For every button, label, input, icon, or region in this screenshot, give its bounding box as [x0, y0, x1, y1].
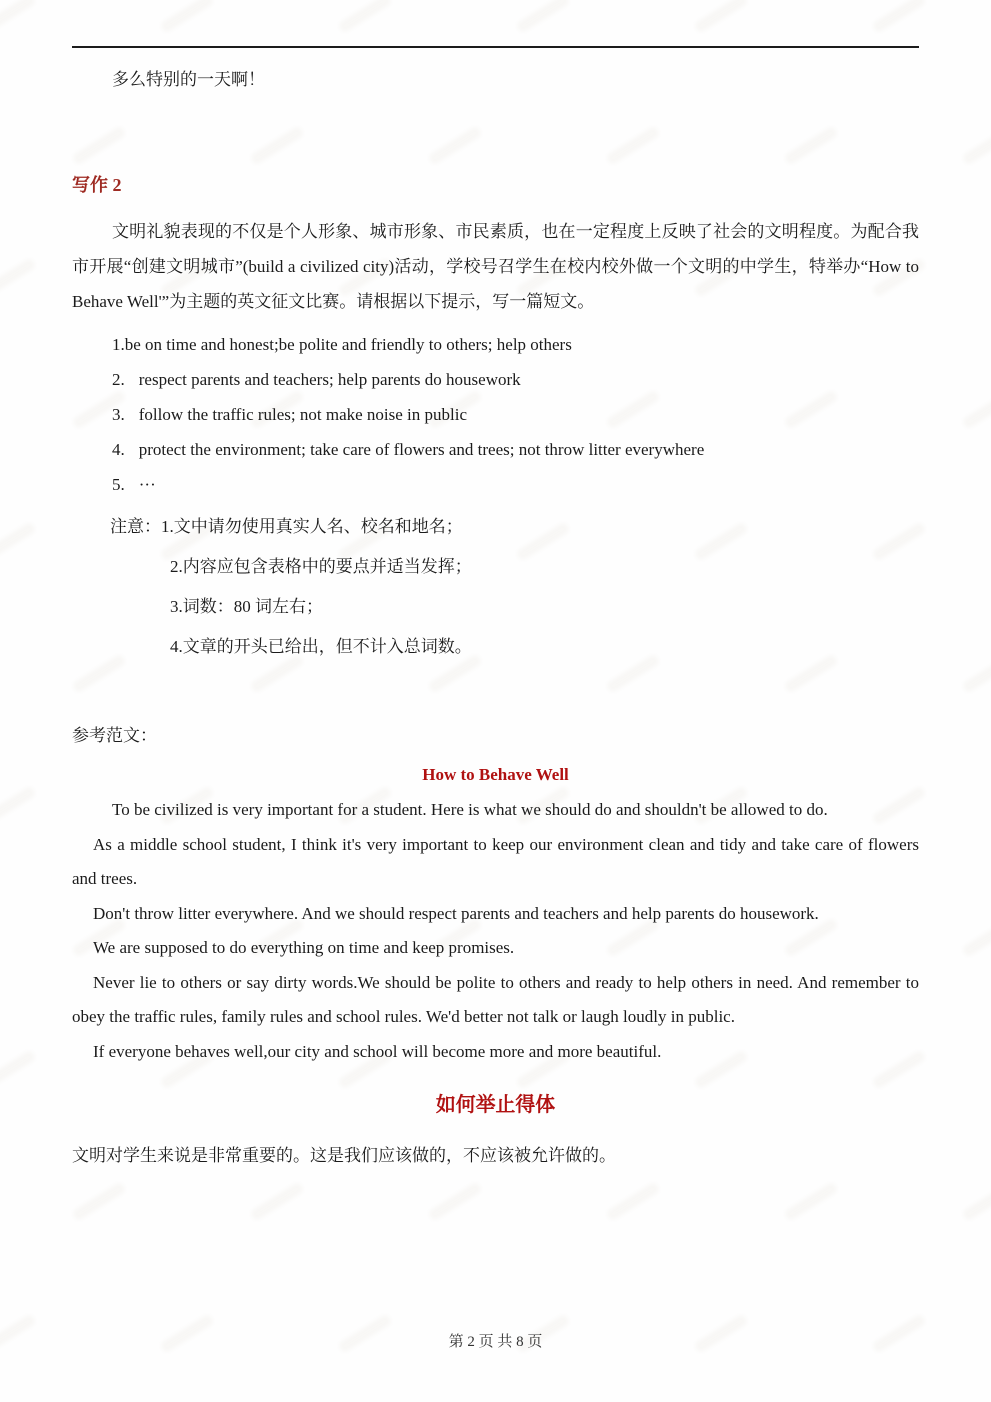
essay-title: How to Behave Well [422, 765, 569, 784]
essay-paragraph: Don't throw litter everywhere. And we should respect parents and teachers and help parents do housework. [93, 903, 819, 923]
header-rule [72, 46, 919, 48]
watermark-mark [961, 1181, 991, 1221]
point-number: 5. [112, 475, 125, 494]
model-essay-label: 参考范文： [72, 726, 157, 745]
point-text: follow the traffic rules; not make noise in public [138, 405, 468, 424]
point-text: be on time and honest;be polite and friendly to others; help others [124, 335, 572, 354]
point-number: 3. [112, 405, 125, 424]
page-content [0, 46, 991, 1173]
essay-paragraph: As a middle school student, I think it's very important to keep our environment clean and tidy and take care of flowers and trees. [72, 834, 919, 888]
notes-block [72, 507, 919, 667]
watermark-mark [605, 1181, 660, 1221]
watermark-mark [693, 0, 748, 34]
watermark-mark [427, 1181, 482, 1221]
point-text: respect parents and teachers; help parents do housework [138, 370, 521, 389]
note-line: 4.文章的开头已给出，但不计入总词数。 [170, 637, 472, 656]
note-line [72, 507, 919, 547]
note-line: 3.词数：80 词左右； [170, 597, 323, 616]
watermark-mark [71, 1181, 126, 1221]
essay-paragraph: We are supposed to do everything on time and keep promises. [93, 938, 515, 957]
task-intro-paragraph: 文明礼貌表现的不仅是个人形象、城市形象、市民素质，也在一定程度上反映了社会的文明程度。为配合我市开展“创建文明城市”(build a civilized city)活动，学校号召学生在校内校外做一个文明的中学生，特举办“How to Behave Well'”为主题的英文征文比赛。请根据以下提示，写一篇短文。 [72, 222, 919, 311]
point-text: ··· [138, 475, 156, 494]
list-item [112, 432, 919, 467]
previous-paragraph-tail: 多么特别的一天啊！ [112, 70, 265, 89]
essay-paragraph: Never lie to others or say dirty words.We should be polite to others and ready to help others in need. And remember to obey the traffic rules, family rules and school rules. We'd better not talk or laugh loudly in public. [72, 972, 919, 1026]
task-points-list [72, 327, 919, 502]
watermark-mark [871, 0, 926, 34]
essay-paragraph: To be civilized is very important for a student. Here is what we should do and shouldn't be allowed to do. [112, 800, 828, 819]
list-item [112, 397, 919, 432]
list-item [112, 467, 919, 502]
watermark-mark [249, 1181, 304, 1221]
list-item [112, 327, 919, 362]
point-number: 4. [112, 440, 125, 459]
list-item [112, 362, 919, 397]
section-heading-writing-2: 写作 2 [72, 175, 122, 195]
translation-opening-line: 文明对学生来说是非常重要的。这是我们应该做的，不应该被允许做的。 [72, 1146, 616, 1165]
watermark-mark [337, 0, 392, 34]
point-number: 1. [112, 335, 125, 354]
point-number: 2. [112, 370, 125, 389]
watermark-mark [0, 0, 37, 34]
page-number-footer: 第 2 页 共 8 页 [448, 1334, 543, 1350]
translation-title: 如何举止得体 [435, 1094, 556, 1116]
note-text: 1.文中请勿使用真实人名、校名和地名； [161, 517, 463, 536]
watermark-mark [783, 1181, 838, 1221]
note-line: 2.内容应包含表格中的要点并适当发挥； [170, 557, 472, 576]
watermark-mark [515, 0, 570, 34]
point-text: protect the environment; take care of flowers and trees; not throw litter everywhere [138, 440, 705, 459]
notes-label: 注意： [110, 517, 161, 536]
watermark-mark [159, 0, 214, 34]
essay-paragraph: If everyone behaves well,our city and school will become more and more beautiful. [93, 1041, 662, 1061]
essay-body [72, 793, 919, 1069]
